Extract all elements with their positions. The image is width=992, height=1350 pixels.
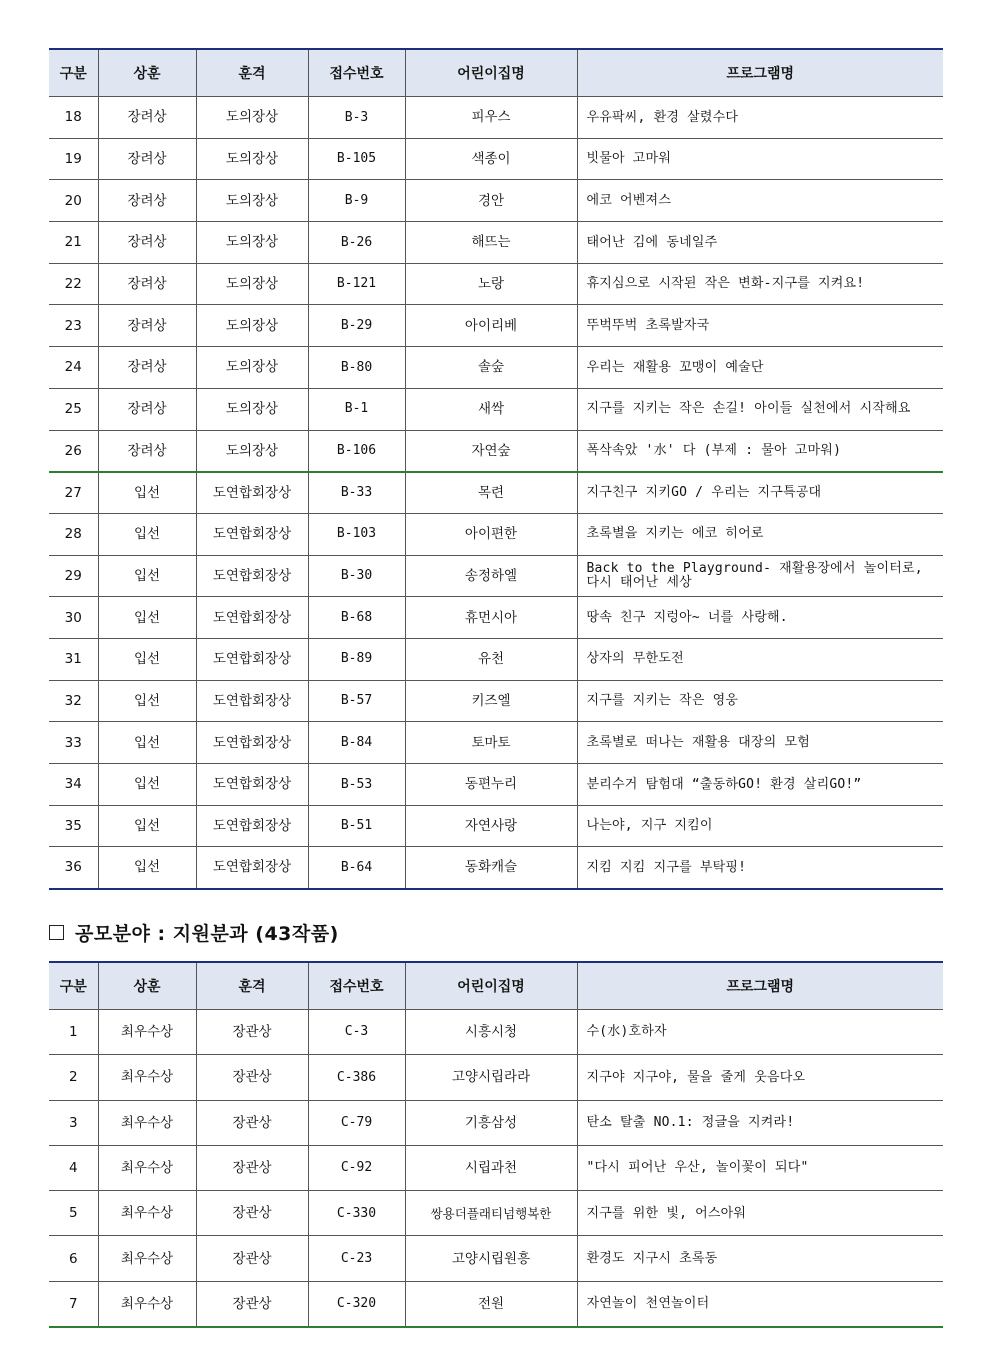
cell-center: 아이리베 [405, 305, 577, 347]
cell-no: 23 [49, 305, 98, 347]
cell-rank: 장관상 [196, 1055, 308, 1100]
cell-center: 아이편한 [405, 513, 577, 555]
header-program: 프로그램명 [577, 49, 943, 97]
cell-code: B-1 [308, 388, 405, 430]
cell-rank: 도연합회장상 [196, 472, 308, 514]
cell-center: 색종이 [405, 138, 577, 180]
cell-program: 초록별을 지키는 에코 히어로 [577, 513, 943, 555]
cell-no: 3 [49, 1100, 98, 1145]
cell-award: 입선 [98, 722, 196, 764]
cell-award: 입선 [98, 555, 196, 597]
cell-award: 최우수상 [98, 1236, 196, 1281]
header-award: 상훈 [98, 49, 196, 97]
cell-program: 폭삭속았 '水' 다 (부제 : 물아 고마워) [577, 430, 943, 472]
cell-code: C-79 [308, 1100, 405, 1145]
cell-award: 최우수상 [98, 1055, 196, 1100]
cell-program: 자연놀이 천연놀이터 [577, 1281, 943, 1326]
cell-center: 해뜨는 [405, 222, 577, 264]
table-row [49, 597, 943, 639]
cell-program: 수(水)호하자 [577, 1010, 943, 1055]
cell-rank: 장관상 [196, 1100, 308, 1145]
cell-program: 빗물아 고마워 [577, 138, 943, 180]
cell-no: 19 [49, 138, 98, 180]
cell-no: 34 [49, 764, 98, 806]
cell-code: B-84 [308, 722, 405, 764]
cell-no: 27 [49, 472, 98, 514]
cell-no: 22 [49, 263, 98, 305]
cell-award: 최우수상 [98, 1281, 196, 1326]
cell-program: 뚜벅뚜벅 초록발자국 [577, 305, 943, 347]
cell-center: 송정하엘 [405, 555, 577, 597]
header-code: 접수번호 [308, 49, 405, 97]
table-row [49, 97, 943, 139]
cell-award: 입선 [98, 513, 196, 555]
table-header-row [49, 49, 943, 97]
cell-rank: 도의장상 [196, 388, 308, 430]
cell-program: 환경도 지구시 초록동 [577, 1236, 943, 1281]
cell-code: B-121 [308, 263, 405, 305]
cell-code: B-33 [308, 472, 405, 514]
cell-code: B-3 [308, 97, 405, 139]
table-row [49, 263, 943, 305]
cell-code: B-9 [308, 180, 405, 222]
cell-center: 피우스 [405, 97, 577, 139]
header-award: 상훈 [98, 962, 196, 1010]
cell-award: 장려상 [98, 347, 196, 389]
cell-award: 입선 [98, 597, 196, 639]
cell-code: B-64 [308, 847, 405, 889]
cell-rank: 도의장상 [196, 347, 308, 389]
cell-code: B-53 [308, 764, 405, 806]
cell-rank: 도연합회장상 [196, 680, 308, 722]
table-row [49, 1010, 943, 1055]
cell-center: 경안 [405, 180, 577, 222]
cell-program: 상자의 무한도전 [577, 638, 943, 680]
cell-no: 36 [49, 847, 98, 889]
table-row [49, 680, 943, 722]
cell-center: 쌍용더플래티넘행복한 [405, 1191, 577, 1236]
cell-code: B-29 [308, 305, 405, 347]
awards-table-section1 [49, 48, 943, 890]
cell-code: C-320 [308, 1281, 405, 1326]
table-row [49, 430, 943, 472]
cell-no: 30 [49, 597, 98, 639]
cell-rank: 도연합회장상 [196, 597, 308, 639]
cell-center: 자연숲 [405, 430, 577, 472]
checkbox-square-icon [49, 925, 64, 940]
cell-award: 입선 [98, 472, 196, 514]
cell-award: 최우수상 [98, 1100, 196, 1145]
cell-no: 21 [49, 222, 98, 264]
cell-center: 고양시립원흥 [405, 1236, 577, 1281]
header-program: 프로그램명 [577, 962, 943, 1010]
cell-center: 전원 [405, 1281, 577, 1326]
cell-code: C-92 [308, 1145, 405, 1190]
table-row [49, 180, 943, 222]
cell-program: 초록별로 떠나는 재활용 대장의 모험 [577, 722, 943, 764]
table-row [49, 138, 943, 180]
table-row [49, 305, 943, 347]
cell-program: 분리수거 탐험대 “출동하GO! 환경 살리GO!” [577, 764, 943, 806]
cell-program: 에코 어벤져스 [577, 180, 943, 222]
header-no: 구분 [49, 962, 98, 1010]
cell-no: 28 [49, 513, 98, 555]
cell-program: Back to the Playground- 재활용장에서 놀이터로, 다시 태어난 세상 [577, 555, 943, 597]
cell-code: B-68 [308, 597, 405, 639]
cell-award: 장려상 [98, 263, 196, 305]
cell-no: 31 [49, 638, 98, 680]
table-row [49, 222, 943, 264]
table-row [49, 347, 943, 389]
cell-no: 18 [49, 97, 98, 139]
cell-award: 입선 [98, 680, 196, 722]
cell-code: B-103 [308, 513, 405, 555]
cell-rank: 장관상 [196, 1010, 308, 1055]
cell-program: 나는야, 지구 지킴이 [577, 805, 943, 847]
cell-code: C-3 [308, 1010, 405, 1055]
cell-code: C-23 [308, 1236, 405, 1281]
cell-award: 장려상 [98, 388, 196, 430]
cell-code: B-26 [308, 222, 405, 264]
cell-program: 우리는 재활용 꼬맹이 예술단 [577, 347, 943, 389]
cell-rank: 도의장상 [196, 138, 308, 180]
table-row [49, 1281, 943, 1326]
cell-program: 탄소 탈출 NO.1: 정글을 지켜라! [577, 1100, 943, 1145]
header-rank: 훈격 [196, 49, 308, 97]
cell-rank: 장관상 [196, 1236, 308, 1281]
table-row [49, 1236, 943, 1281]
cell-no: 29 [49, 555, 98, 597]
table-row [49, 847, 943, 889]
cell-program: 휴지심으로 시작된 작은 변화-지구를 지켜요! [577, 263, 943, 305]
cell-program: 우유팍씨, 환경 살렸수다 [577, 97, 943, 139]
cell-no: 24 [49, 347, 98, 389]
cell-no: 33 [49, 722, 98, 764]
cell-rank: 도의장상 [196, 263, 308, 305]
cell-award: 장려상 [98, 305, 196, 347]
cell-center: 자연사랑 [405, 805, 577, 847]
cell-no: 26 [49, 430, 98, 472]
cell-rank: 도연합회장상 [196, 847, 308, 889]
cell-program: 땅속 친구 지렁아~ 너를 사랑해. [577, 597, 943, 639]
cell-rank: 장관상 [196, 1191, 308, 1236]
cell-center: 동화캐슬 [405, 847, 577, 889]
cell-program: 지구를 위한 빛, 어스아워 [577, 1191, 943, 1236]
header-center: 어린이집명 [405, 962, 577, 1010]
cell-center: 노랑 [405, 263, 577, 305]
cell-center: 시흥시청 [405, 1010, 577, 1055]
cell-rank: 도연합회장상 [196, 638, 308, 680]
cell-rank: 도연합회장상 [196, 805, 308, 847]
cell-rank: 도연합회장상 [196, 513, 308, 555]
cell-program: 지구친구 지키GO / 우리는 지구특공대 [577, 472, 943, 514]
cell-rank: 장관상 [196, 1281, 308, 1326]
cell-program: 지구를 지키는 작은 영웅 [577, 680, 943, 722]
cell-rank: 도연합회장상 [196, 555, 308, 597]
table-row [49, 1055, 943, 1100]
table-row [49, 555, 943, 597]
cell-no: 32 [49, 680, 98, 722]
cell-rank: 도연합회장상 [196, 764, 308, 806]
cell-no: 5 [49, 1191, 98, 1236]
header-code: 접수번호 [308, 962, 405, 1010]
table-row [49, 513, 943, 555]
header-rank: 훈격 [196, 962, 308, 1010]
cell-code: B-57 [308, 680, 405, 722]
cell-rank: 도의장상 [196, 180, 308, 222]
cell-award: 장려상 [98, 138, 196, 180]
awards-table-section2 [49, 961, 943, 1328]
cell-award: 입선 [98, 764, 196, 806]
cell-program: 지구를 지키는 작은 손길! 아이들 실천에서 시작해요 [577, 388, 943, 430]
cell-center: 동편누리 [405, 764, 577, 806]
cell-code: C-386 [308, 1055, 405, 1100]
table-row [49, 638, 943, 680]
cell-code: B-89 [308, 638, 405, 680]
table-row [49, 1145, 943, 1190]
cell-program: 태어난 김에 동네일주 [577, 222, 943, 264]
cell-program: 지킴 지킴 지구를 부탁핑! [577, 847, 943, 889]
cell-rank: 도의장상 [196, 222, 308, 264]
cell-center: 휴먼시아 [405, 597, 577, 639]
cell-no: 20 [49, 180, 98, 222]
cell-code: B-51 [308, 805, 405, 847]
cell-award: 장려상 [98, 180, 196, 222]
cell-no: 25 [49, 388, 98, 430]
cell-award: 입선 [98, 847, 196, 889]
cell-award: 입선 [98, 805, 196, 847]
header-no: 구분 [49, 49, 98, 97]
cell-code: B-105 [308, 138, 405, 180]
cell-no: 2 [49, 1055, 98, 1100]
cell-no: 1 [49, 1010, 98, 1055]
table-row [49, 1100, 943, 1145]
section-title: 공모분야 : 지원분과 (43작품) [75, 923, 339, 945]
cell-rank: 도연합회장상 [196, 722, 308, 764]
cell-award: 장려상 [98, 222, 196, 264]
cell-center: 유천 [405, 638, 577, 680]
cell-award: 장려상 [98, 97, 196, 139]
table-row [49, 1191, 943, 1236]
cell-rank: 장관상 [196, 1145, 308, 1190]
cell-code: B-30 [308, 555, 405, 597]
cell-center: 새싹 [405, 388, 577, 430]
cell-code: B-80 [308, 347, 405, 389]
cell-no: 4 [49, 1145, 98, 1190]
cell-rank: 도의장상 [196, 97, 308, 139]
table-row [49, 722, 943, 764]
cell-no: 35 [49, 805, 98, 847]
cell-center: 시립과천 [405, 1145, 577, 1190]
cell-award: 장려상 [98, 430, 196, 472]
header-center: 어린이집명 [405, 49, 577, 97]
cell-no: 6 [49, 1236, 98, 1281]
table-row [49, 805, 943, 847]
table-header-row [49, 962, 943, 1010]
cell-center: 목련 [405, 472, 577, 514]
cell-award: 최우수상 [98, 1145, 196, 1190]
cell-center: 기흥삼성 [405, 1100, 577, 1145]
table-row [49, 764, 943, 806]
cell-program: 지구야 지구야, 물을 줄게 웃음다오 [577, 1055, 943, 1100]
cell-program: "다시 피어난 우산, 놀이꽃이 되다" [577, 1145, 943, 1190]
cell-center: 솔숲 [405, 347, 577, 389]
cell-rank: 도의장상 [196, 430, 308, 472]
cell-code: C-330 [308, 1191, 405, 1236]
cell-award: 입선 [98, 638, 196, 680]
table-row [49, 472, 943, 514]
cell-no: 7 [49, 1281, 98, 1326]
cell-center: 키즈엘 [405, 680, 577, 722]
section-heading [49, 919, 339, 946]
cell-award: 최우수상 [98, 1010, 196, 1055]
cell-center: 토마토 [405, 722, 577, 764]
cell-award: 최우수상 [98, 1191, 196, 1236]
cell-code: B-106 [308, 430, 405, 472]
cell-rank: 도의장상 [196, 305, 308, 347]
cell-center: 고양시립라라 [405, 1055, 577, 1100]
table-row [49, 388, 943, 430]
